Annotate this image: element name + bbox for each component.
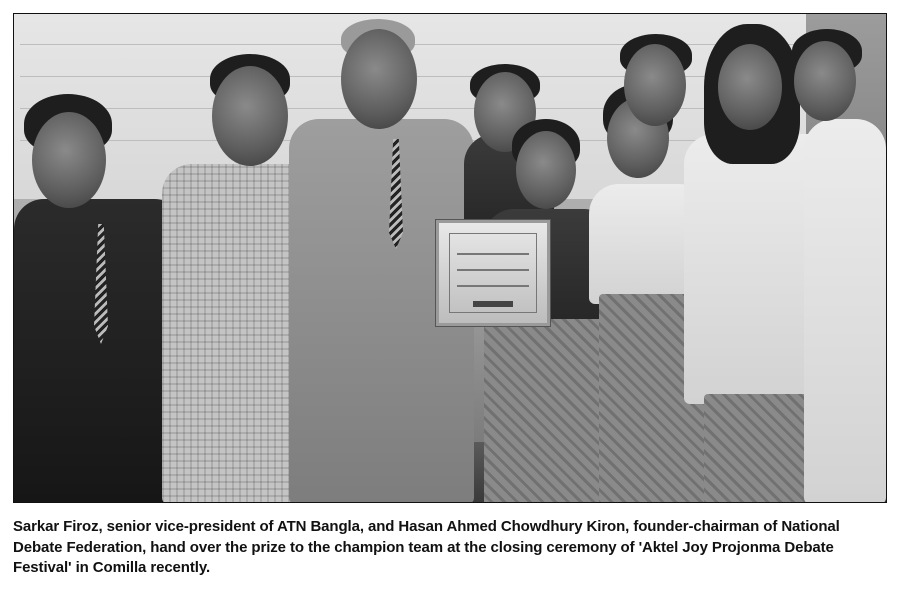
person-left — [14, 94, 184, 502]
person-far-right — [784, 29, 886, 502]
news-photo — [13, 13, 887, 503]
photo-caption: Sarkar Firoz, senior vice-president of ATN Bangla, and Hasan Ahmed Chowdhury Kiron, founder-chairman of National Debate Federation, hand over the prize to the champion team at the closing ceremony of 'Aktel Joy Projonma Debate Festival' in Comilla recently. — [13, 518, 840, 576]
award-plaque — [436, 220, 550, 326]
